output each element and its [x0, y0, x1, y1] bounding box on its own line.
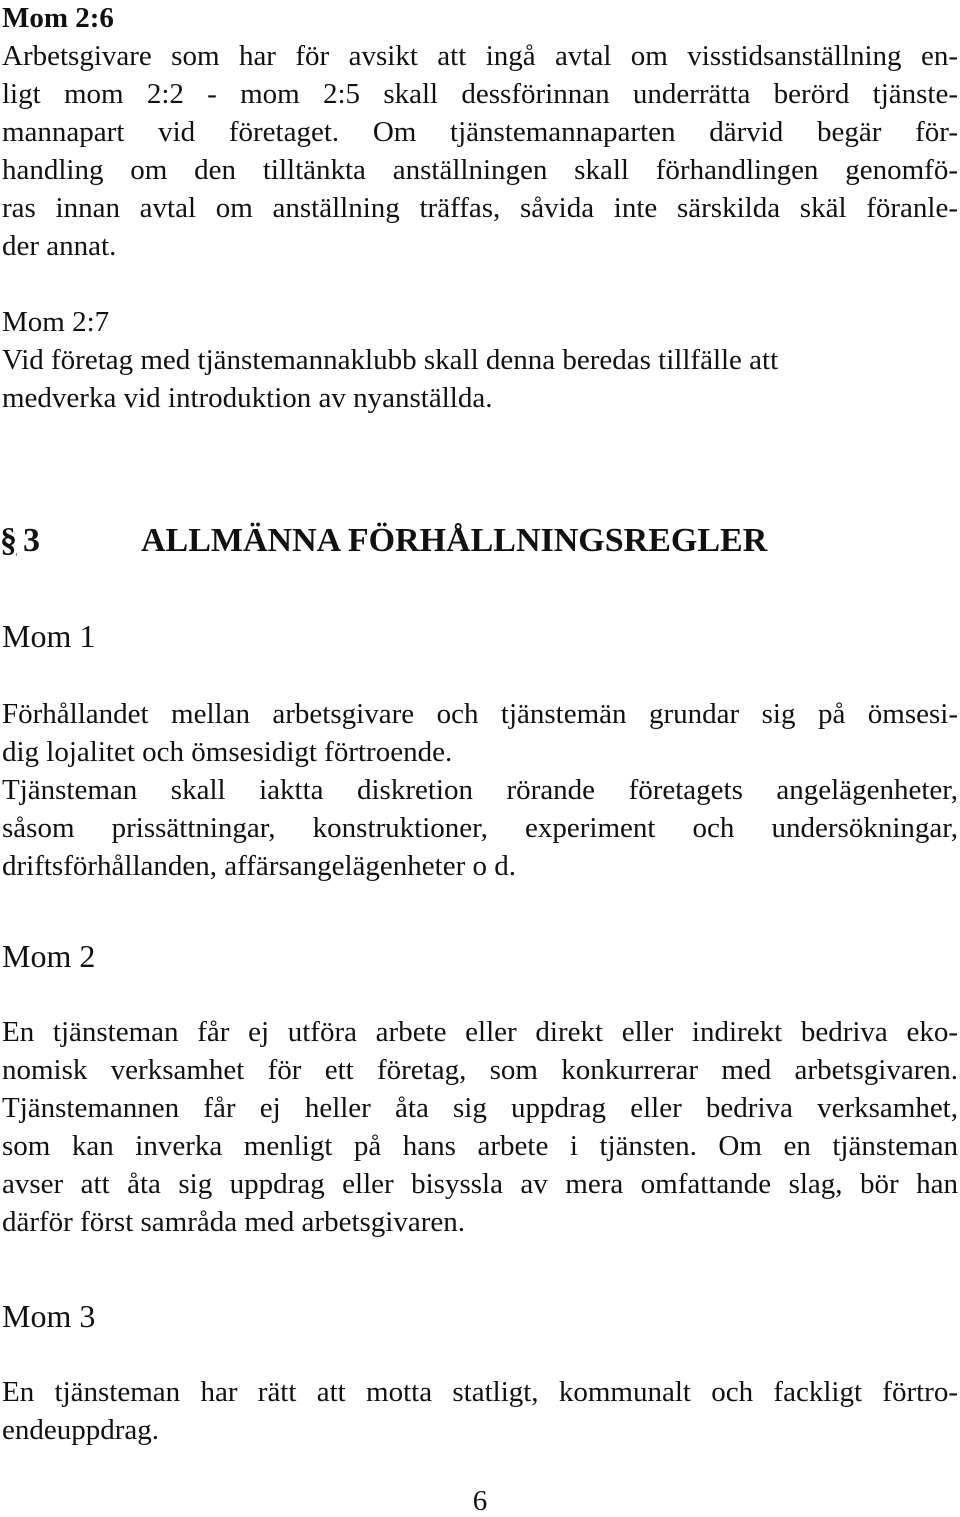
mom3-line-2: endeuppdrag.	[2, 1414, 160, 1446]
mom3-heading: Mom 3	[2, 1298, 96, 1334]
section-heading	[0, 520, 956, 562]
section-title: ALLMÄNNA FÖRHÅLLNINGSREGLER	[141, 522, 768, 559]
section-symbol: §	[0, 522, 17, 559]
mom1-line-5: driftsförhållanden, affärsangelägenheter o d.	[2, 850, 516, 882]
mom2-line-6: därför först samråda med arbetsgivaren.	[2, 1206, 465, 1238]
section-number: 3	[23, 522, 40, 559]
mom1-line-1: Förhållandet mellan arbetsgivare och tjänstemän grundar sig på ömsesi-	[2, 698, 958, 730]
mom26-line-3: mannapart vid företaget. Om tjänstemannaparten därvid begär för-	[2, 116, 958, 148]
mom26-heading: Mom 2:6	[2, 2, 114, 34]
mom1-line-2: dig lojalitet och ömsesidigt förtroende.	[2, 736, 453, 768]
mom1-heading: Mom 1	[2, 618, 96, 654]
mom27-line-1: Vid företag med tjänstemannaklubb skall denna beredas tillfälle att	[2, 344, 779, 376]
mom26-line-4: handling om den tilltänkta anställningen skall förhandlingen genomfö-	[2, 154, 958, 186]
mom26-line-2: ligt mom 2:2 - mom 2:5 skall dessförinnan underrätta berörd tjänste-	[2, 78, 958, 110]
mom26-line-6: der annat.	[2, 230, 117, 262]
mom1-line-4: såsom prissättningar, konstruktioner, experiment och undersökningar,	[2, 812, 958, 844]
mom27-line-2: medverka vid introduktion av nyanställda.	[2, 382, 493, 414]
mom2-line-1: En tjänsteman får ej utföra arbete eller direkt eller indirekt bedriva eko-	[2, 1016, 958, 1048]
mom26-line-5: ras innan avtal om anställning träffas, såvida inte särskilda skäl föranle-	[2, 192, 958, 224]
mom2-heading: Mom 2	[2, 938, 96, 974]
mom2-line-4: som kan inverka menligt på hans arbete i tjänsten. Om en tjänsteman	[2, 1130, 958, 1162]
mom26-line-1: Arbetsgivare som har för avsikt att ingå avtal om visstidsanställning en-	[2, 40, 958, 72]
mom2-line-3: Tjänstemannen får ej heller åta sig uppdrag eller bedriva verksamhet,	[2, 1092, 958, 1124]
mom2-line-5: avser att åta sig uppdrag eller bisyssla av mera omfattande slag, bör han	[2, 1168, 958, 1200]
page-number: 6	[472, 1485, 488, 1517]
mom1-line-3: Tjänsteman skall iaktta diskretion rörande företagets angelägenheter,	[2, 774, 958, 806]
mom27-heading: Mom 2:7	[2, 306, 110, 338]
mom3-line-1: En tjänsteman har rätt att motta statligt, kommunalt och fackligt förtro-	[2, 1376, 958, 1408]
mom2-line-2: nomisk verksamhet för ett företag, som konkurrerar med arbetsgivaren.	[2, 1054, 958, 1086]
